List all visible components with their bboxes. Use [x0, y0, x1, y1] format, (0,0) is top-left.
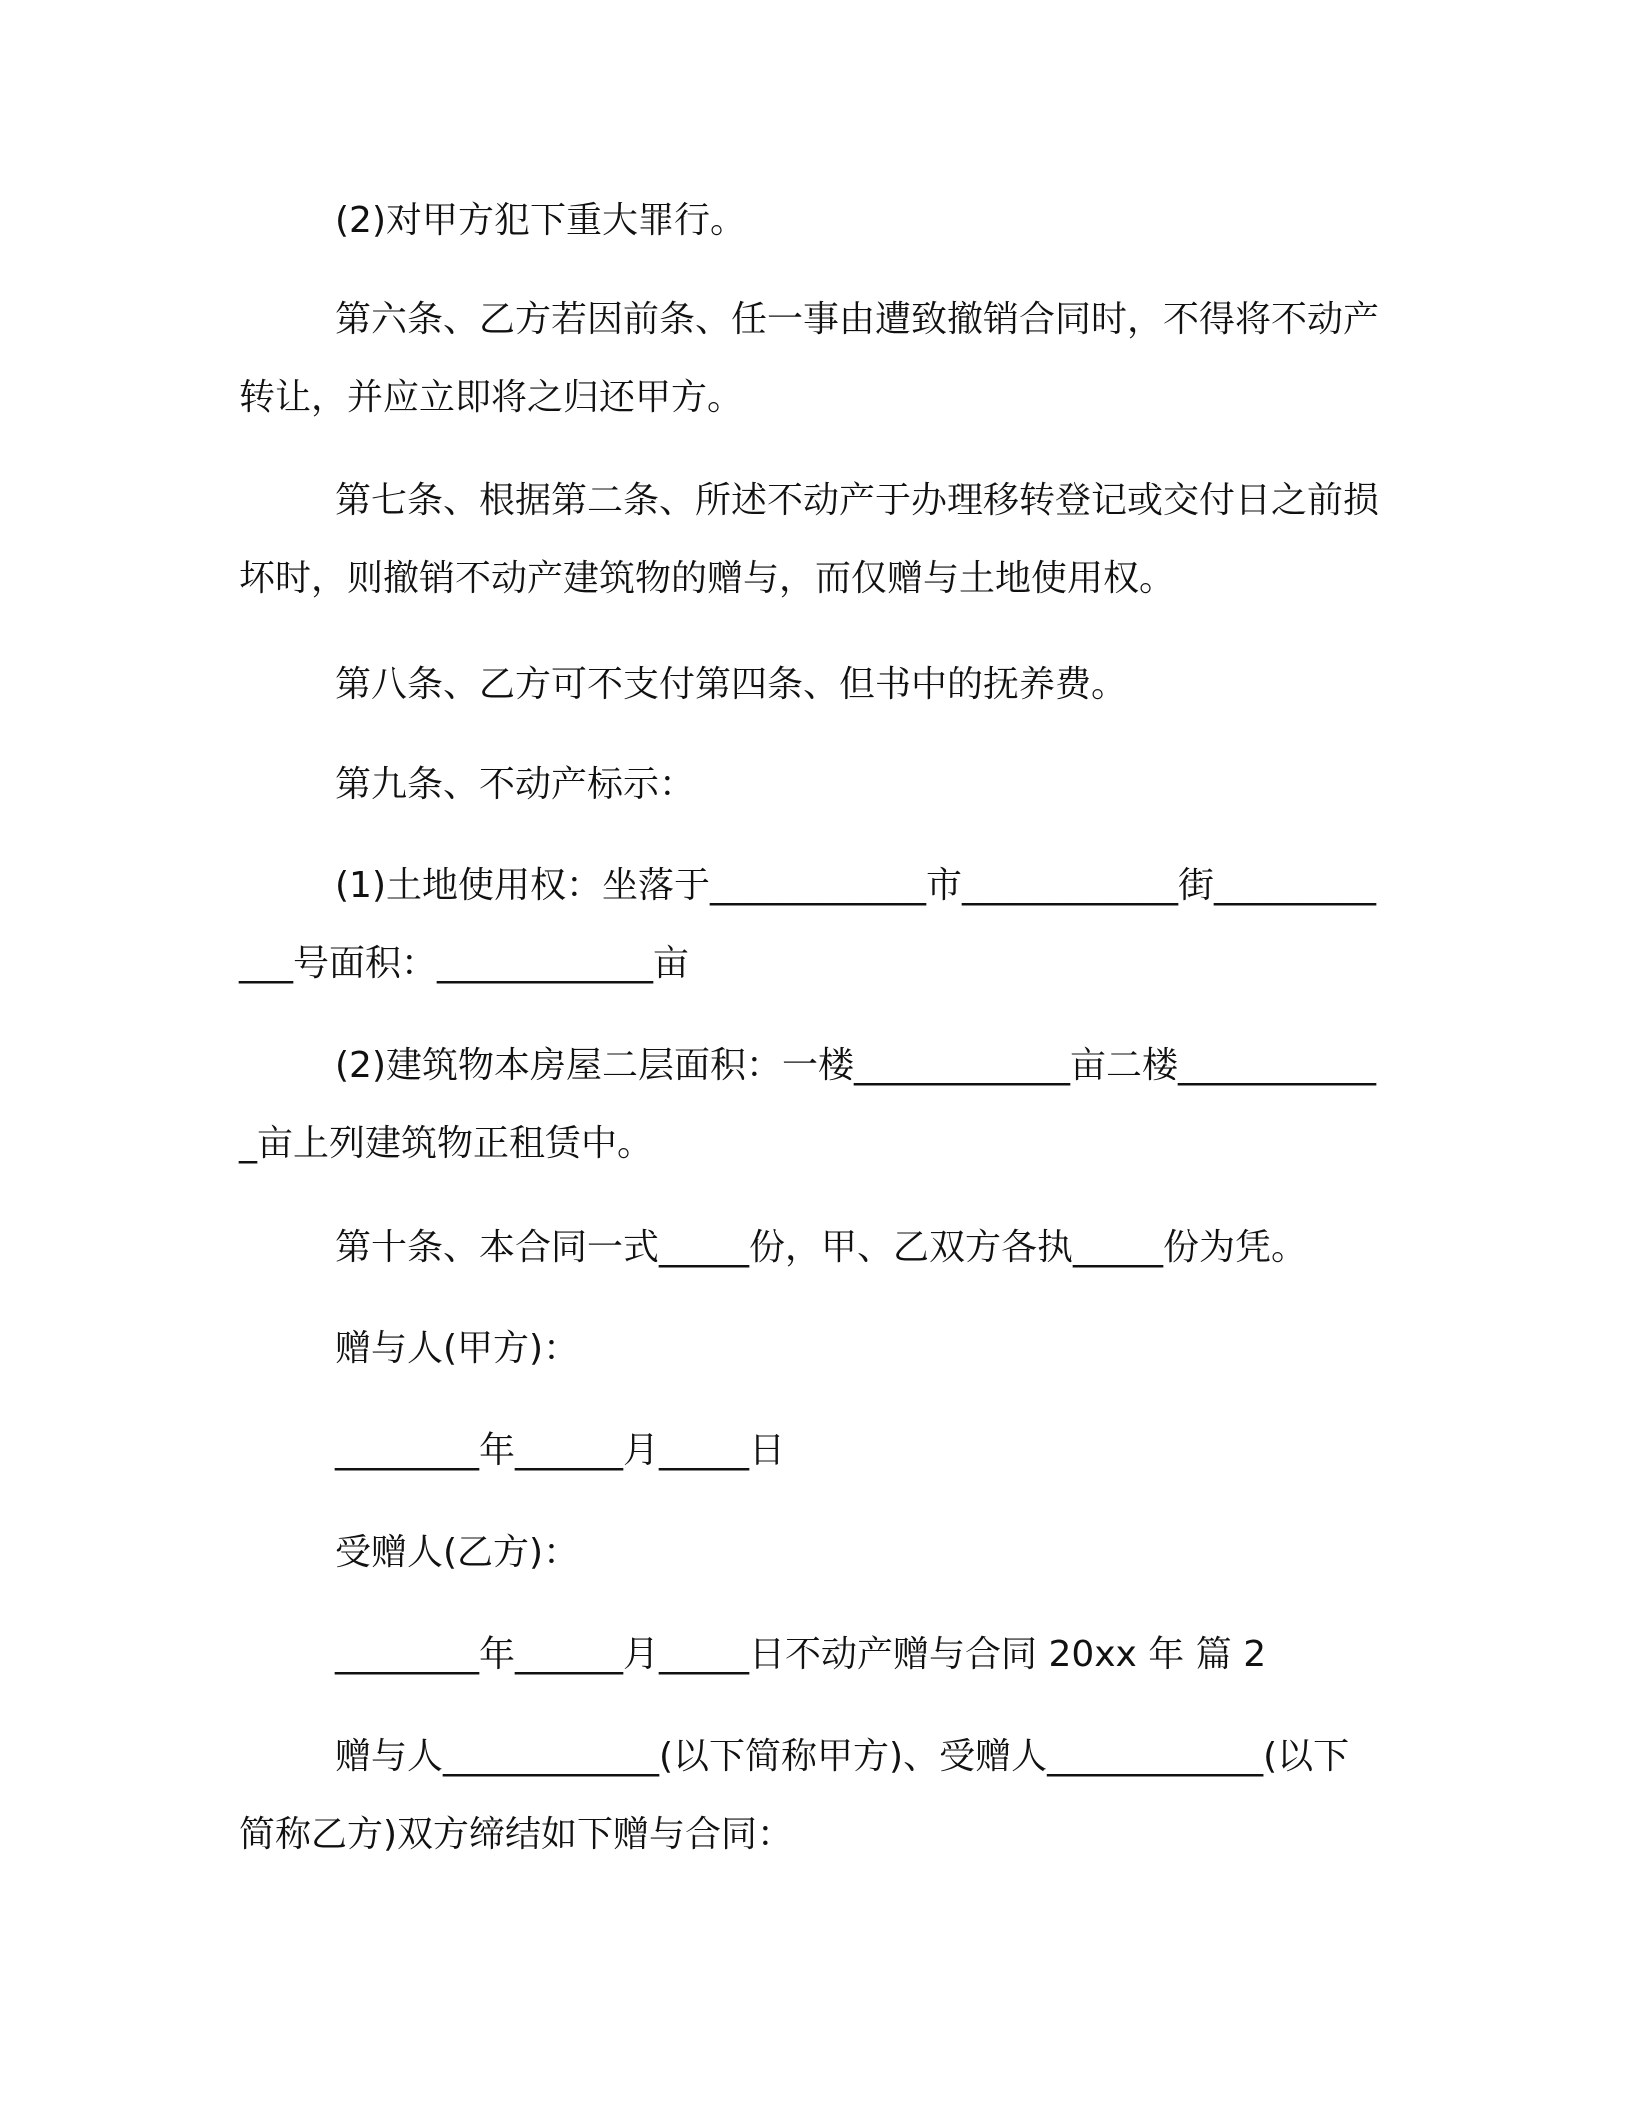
paragraph-5: 第九条、不动产标示：	[335, 764, 696, 805]
paragraph-11: 受赠人(乙方)：	[335, 1532, 580, 1573]
paragraph-7: (2)建筑物本房屋二层面积：一楼____________亩二楼____________亩上列建筑物正租赁中。	[239, 1045, 1376, 1164]
paragraph-2: 第六条、乙方若因前条、任一事由遭致撤销合同时，不得将不动产转让，并应立即将之归还甲方。	[239, 299, 1380, 418]
paragraph-12: ________年______月_____日不动产赠与合同 20xx 年 篇 2	[335, 1634, 1267, 1675]
paragraph-3: 第七条、根据第二条、所述不动产于办理移转登记或交付日之前损坏时，则撤销不动产建筑物的赠与，而仅赠与土地使用权。	[239, 480, 1380, 599]
paragraph-1: (2)对甲方犯下重大罪行。	[335, 200, 746, 241]
paragraph-6: (1)土地使用权：坐落于____________市____________街____________号面积：____________亩	[239, 865, 1376, 984]
paragraph-9: 赠与人(甲方)：	[335, 1328, 580, 1369]
paragraph-13: 赠与人____________(以下简称甲方)、受赠人____________(以下简称乙方)双方缔结如下赠与合同：	[239, 1736, 1350, 1855]
paragraph-4: 第八条、乙方可不支付第四条、但书中的抚养费。	[335, 664, 1128, 705]
paragraph-10: ________年______月_____日	[335, 1430, 785, 1471]
paragraph-8: 第十条、本合同一式_____份，甲、乙双方各执_____份为凭。	[335, 1227, 1308, 1268]
